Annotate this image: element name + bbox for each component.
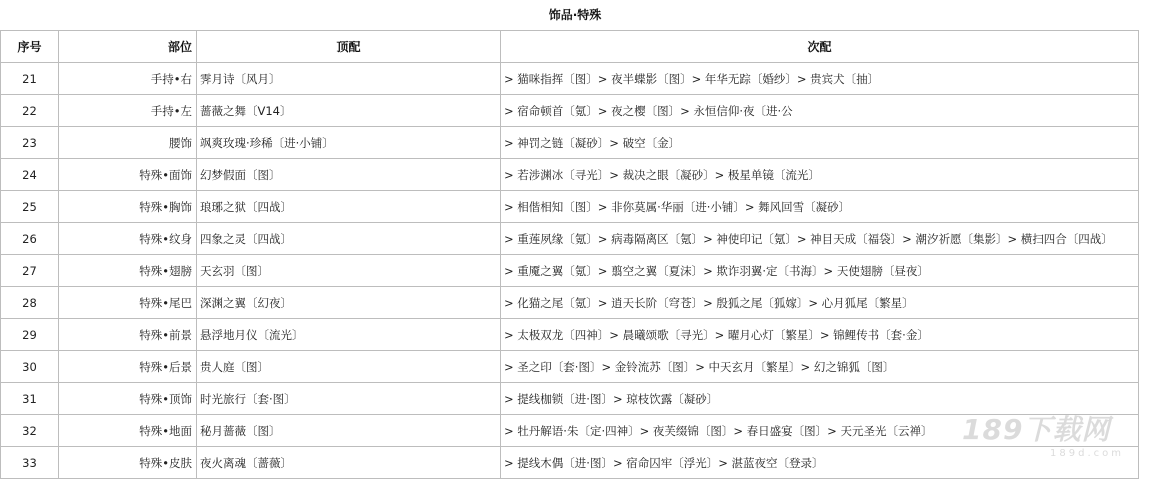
header-alt: 次配 (501, 31, 1139, 63)
cell-no: 31 (1, 383, 59, 415)
cell-part: 特殊•面饰 (59, 159, 197, 191)
cell-top: 四象之灵〔四战〕 (197, 223, 501, 255)
cell-part: 手持•右 (59, 63, 197, 95)
header-row (1, 31, 1139, 63)
cell-top: 贵人庭〔图〕 (197, 351, 501, 383)
cell-top: 深渊之翼〔幻夜〕 (197, 287, 501, 319)
cell-alt: > 化猫之尾〔氪〕> 逍天长阶〔穹苍〕> 殷狐之尾〔狐嫁〕> 心月狐尾〔繁星〕 (501, 287, 1139, 319)
cell-alt: > 相偕相知〔图〕> 非你莫属·华丽〔进·小铺〕> 舞风回雪〔凝砂〕 (501, 191, 1139, 223)
cell-no: 28 (1, 287, 59, 319)
cell-part: 特殊•皮肤 (59, 447, 197, 479)
cell-part: 腰饰 (59, 127, 197, 159)
cell-no: 33 (1, 447, 59, 479)
table-row (1, 319, 1139, 351)
table-row (1, 127, 1139, 159)
cell-no: 26 (1, 223, 59, 255)
cell-top: 幻梦假面〔图〕 (197, 159, 501, 191)
table-row (1, 255, 1139, 287)
cell-alt: > 若涉渊冰〔寻光〕> 裁决之眼〔凝砂〕> 极星单镜〔流光〕 (501, 159, 1139, 191)
cell-alt: > 重魇之翼〔氪〕> 翦空之翼〔夏沫〕> 欺诈羽翼·定〔书海〕> 天使翅膀〔昼夜〕 (501, 255, 1139, 287)
watermark-logo: 189下载网 (962, 413, 1111, 446)
header-top: 顶配 (197, 31, 501, 63)
header-no: 序号 (1, 31, 59, 63)
table-row (1, 191, 1139, 223)
cell-part: 特殊•胸饰 (59, 191, 197, 223)
cell-part: 特殊•翅膀 (59, 255, 197, 287)
cell-part: 特殊•顶饰 (59, 383, 197, 415)
table-row (1, 415, 1139, 447)
cell-no: 23 (1, 127, 59, 159)
cell-alt: > 宿命顿首〔氪〕> 夜之樱〔图〕> 永恒信仰·夜〔进·公 (501, 95, 1139, 127)
cell-no: 29 (1, 319, 59, 351)
cell-alt: > 提线枷锁〔进·图〕> 琼枝饮露〔凝砂〕 (501, 383, 1139, 415)
table-row (1, 63, 1139, 95)
cell-alt: > 提线木偶〔进·图〕> 宿命囚牢〔浮光〕> 湛蓝夜空〔登录〕 (501, 447, 1139, 479)
watermark-url: 189d.com (1050, 448, 1124, 459)
cell-no: 21 (1, 63, 59, 95)
cell-no: 25 (1, 191, 59, 223)
cell-alt: > 圣之印〔套·图〕> 金铃流苏〔图〕> 中天玄月〔繁星〕> 幻之锦狐〔图〕 (501, 351, 1139, 383)
cell-part: 手持•左 (59, 95, 197, 127)
cell-top: 悬浮地月仪〔流光〕 (197, 319, 501, 351)
table-row (1, 447, 1139, 479)
table-title: 饰品·特殊 (548, 8, 602, 22)
cell-top: 蔷薇之舞〔V14〕 (197, 95, 501, 127)
cell-top: 时光旅行〔套·图〕 (197, 383, 501, 415)
cell-top: 秘月蔷薇〔图〕 (197, 415, 501, 447)
cell-top: 飒爽玫瑰·珍稀〔进·小铺〕 (197, 127, 501, 159)
table-row (1, 351, 1139, 383)
cell-alt: > 太极双龙〔四神〕> 晨曦颂歌〔寻光〕> 曜月心灯〔繁星〕> 锦鲤传书〔套·金〕 (501, 319, 1139, 351)
cell-no: 32 (1, 415, 59, 447)
table-row (1, 223, 1139, 255)
table-row (1, 287, 1139, 319)
table-row (1, 383, 1139, 415)
header-part: 部位 (59, 31, 197, 63)
table-row (1, 159, 1139, 191)
cell-no: 22 (1, 95, 59, 127)
cell-part: 特殊•前景 (59, 319, 197, 351)
cell-part: 特殊•地面 (59, 415, 197, 447)
table-row (1, 95, 1139, 127)
cell-no: 27 (1, 255, 59, 287)
cell-top: 琅琊之狱〔四战〕 (197, 191, 501, 223)
accessory-table (0, 30, 1139, 479)
cell-top: 天玄羽〔图〕 (197, 255, 501, 287)
cell-no: 24 (1, 159, 59, 191)
cell-part: 特殊•尾巴 (59, 287, 197, 319)
cell-top: 霁月诗〔风月〕 (197, 63, 501, 95)
cell-part: 特殊•纹身 (59, 223, 197, 255)
cell-no: 30 (1, 351, 59, 383)
cell-alt: > 猫咪指挥〔图〕> 夜半蝶影〔图〕> 年华无踪〔婚纱〕> 贵宾犬〔抽〕 (501, 63, 1139, 95)
cell-alt: > 牡丹解语·朱〔定·四神〕> 夜芙缀锦〔图〕> 春日盛宴〔图〕> 天元圣光〔云禅〕 (501, 415, 1139, 447)
cell-alt: > 重莲夙缘〔氪〕> 病毒隔离区〔氪〕> 神使印记〔氪〕> 神目天成〔福袋〕> 潮汐祈愿〔集影〕> 横扫四合〔四战〕 (501, 223, 1139, 255)
cell-part: 特殊•后景 (59, 351, 197, 383)
cell-alt: > 神罚之链〔凝砂〕> 破空〔金〕 (501, 127, 1139, 159)
cell-top: 夜火离魂〔蔷薇〕 (197, 447, 501, 479)
